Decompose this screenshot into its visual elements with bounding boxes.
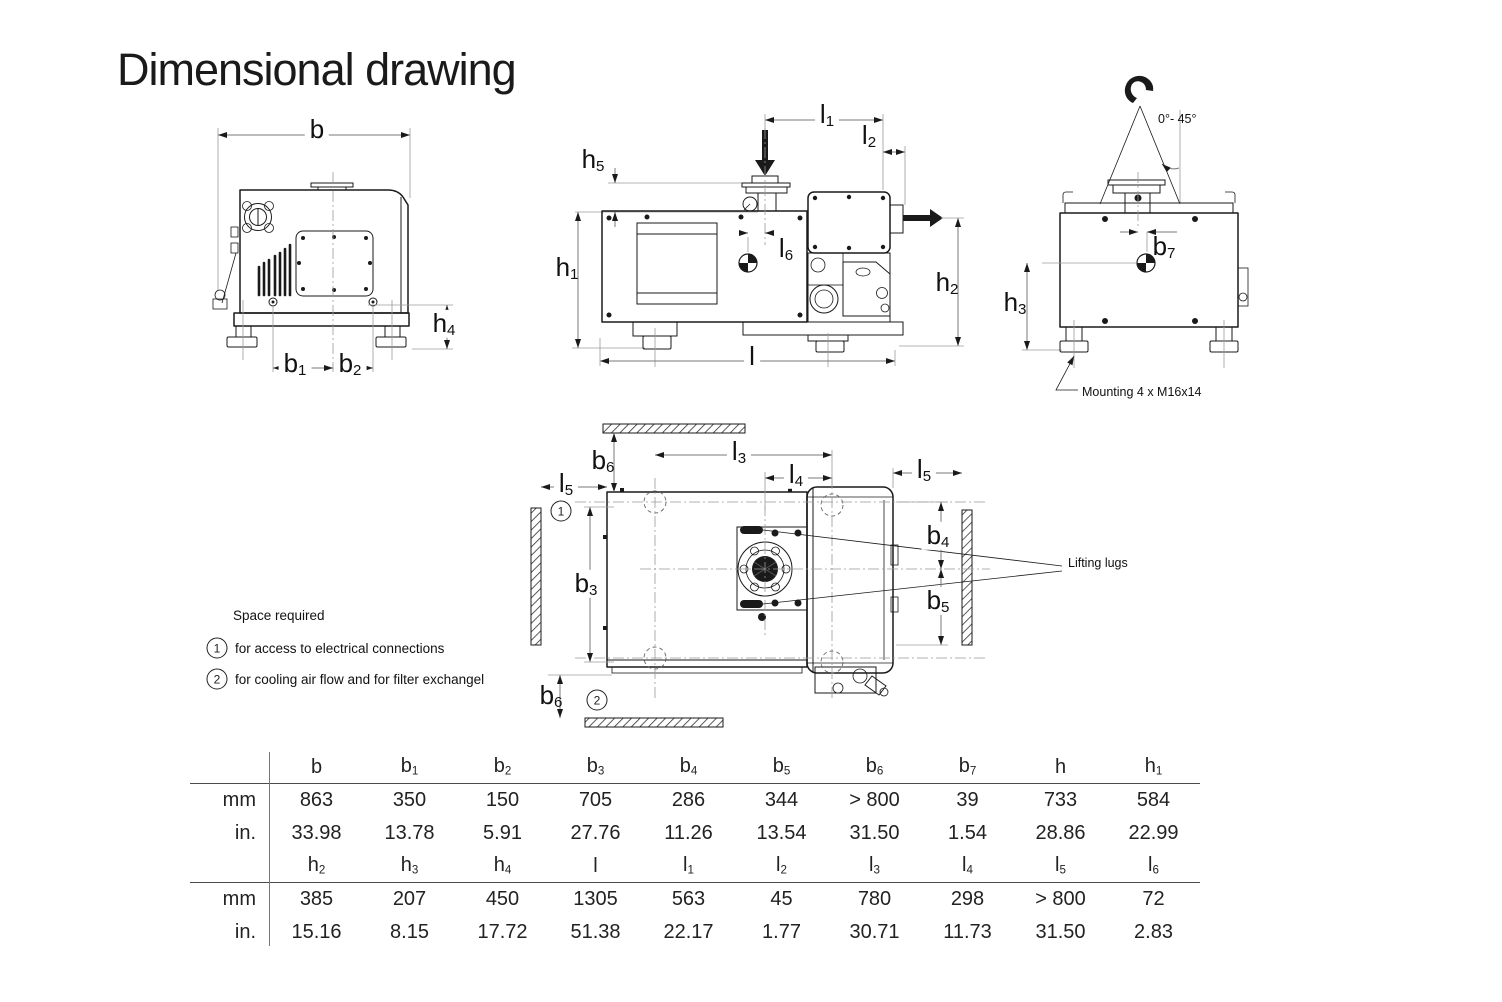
value-cell: 2.83 — [1134, 920, 1173, 943]
unit-label: mm — [222, 888, 256, 911]
value-cell: 286 — [671, 789, 706, 812]
mounting-label: Mounting 4 x M16x14 — [1082, 385, 1202, 399]
table-row — [190, 916, 1200, 949]
table-row — [190, 817, 1200, 850]
table-header-row — [190, 849, 1200, 883]
dim-label-b1: $b_1$ — [279, 350, 312, 378]
lifting-lug-leader — [763, 571, 1062, 604]
value-cell: 28.86 — [1035, 821, 1086, 844]
value-cell: 15.16 — [291, 920, 342, 943]
lifting-lug — [740, 600, 763, 608]
column-header: $l_6$ — [1148, 853, 1159, 877]
column-header: $b_1$ — [400, 754, 419, 778]
front-view-drawing — [572, 114, 964, 367]
space-required-heading: Space required — [233, 608, 325, 623]
dim-label-l5-left: $l_5$ — [554, 470, 578, 498]
dim-label-b: b — [305, 116, 329, 144]
note-callout-2: 2 — [207, 669, 228, 690]
hatched-wall-top — [603, 424, 745, 433]
value-cell: 31.50 — [849, 821, 900, 844]
value-cell: 344 — [764, 789, 799, 812]
value-cell: 450 — [485, 888, 520, 911]
column-header: $b_3$ — [586, 754, 605, 778]
dim-label-b7: $b_7$ — [1152, 230, 1176, 263]
dim-label-l4: $l_4$ — [784, 461, 808, 489]
value-cell: 705 — [578, 789, 613, 812]
value-cell: 1.77 — [762, 920, 801, 943]
value-cell: 72 — [1142, 888, 1165, 911]
value-cell: 39 — [956, 789, 979, 812]
value-cell: 13.54 — [756, 821, 807, 844]
dim-label-h3: $h_3$ — [1003, 286, 1027, 319]
dim-label-b6-top: $b_6$ — [591, 444, 615, 477]
unit-label: in. — [234, 920, 256, 943]
unit-label: in. — [234, 821, 256, 844]
dim-label-l1: $l_1$ — [815, 101, 839, 129]
column-header: $h_4$ — [493, 853, 512, 877]
dim-label-b4: $b_4$ — [922, 522, 955, 550]
body-screws — [607, 215, 803, 318]
column-header: $l_3$ — [869, 853, 880, 877]
column-header: $b_6$ — [865, 754, 884, 778]
dim-label-l2: $l_2$ — [861, 119, 877, 152]
top-view-callout-1: 1 — [551, 501, 572, 522]
value-cell: 8.15 — [390, 920, 429, 943]
hatched-wall-right — [962, 510, 972, 645]
lifting-lug — [740, 526, 763, 534]
column-header: l — [593, 854, 598, 877]
lifting-lug-leader — [763, 530, 1062, 566]
side-view-drawing — [213, 128, 453, 372]
value-cell: 563 — [671, 888, 706, 911]
value-cell: > 800 — [849, 789, 900, 812]
top-view-callout-2: 2 — [587, 690, 608, 711]
dim-label-b5: $b_5$ — [922, 587, 955, 615]
value-cell: 1.54 — [948, 821, 987, 844]
table-row — [190, 784, 1200, 817]
value-cell: 385 — [299, 888, 334, 911]
value-cell: 5.91 — [483, 821, 522, 844]
note-2-text: for cooling air flow and for filter exchangel — [235, 672, 485, 687]
value-cell: 298 — [950, 888, 985, 911]
exhaust-arrow-icon — [903, 209, 943, 227]
column-header: $l_4$ — [962, 853, 973, 877]
crane-hook-icon — [1125, 76, 1153, 103]
column-header: b — [310, 755, 323, 778]
unit-label: mm — [222, 789, 256, 812]
column-header: $h_1$ — [1144, 754, 1163, 778]
column-header: $b_7$ — [958, 754, 977, 778]
lifting-lugs-label: Lifting lugs — [1068, 556, 1128, 570]
value-cell: 863 — [299, 789, 334, 812]
value-cell: 350 — [392, 789, 427, 812]
end-view-drawing — [1022, 76, 1248, 390]
value-cell: 31.50 — [1035, 920, 1086, 943]
dim-label-l5-right: $l_5$ — [912, 456, 936, 484]
column-header: h — [1054, 755, 1067, 778]
value-cell: 150 — [485, 789, 520, 812]
value-cell: 51.38 — [570, 920, 621, 943]
column-header: $l_2$ — [776, 853, 787, 877]
value-cell: 27.76 — [570, 821, 621, 844]
dim-label-h5: $h_5$ — [581, 143, 605, 176]
center-of-gravity-icon — [739, 254, 757, 272]
value-cell: 1305 — [573, 888, 618, 911]
dim-label-h2: $h_2$ — [935, 266, 959, 299]
table-row — [190, 883, 1200, 916]
hatched-wall-left — [531, 508, 541, 645]
value-cell: 45 — [770, 888, 793, 911]
note-callout-1: 1 — [207, 638, 228, 659]
note-1-text: for access to electrical connections — [235, 641, 445, 656]
column-header: $b_2$ — [493, 754, 512, 778]
column-header: $l_1$ — [683, 853, 694, 877]
angle-label: 0°- 45° — [1158, 112, 1197, 126]
dim-label-b2: $b_2$ — [334, 350, 367, 378]
value-cell: 22.99 — [1128, 821, 1179, 844]
dim-label-l6: $l_6$ — [778, 232, 794, 265]
dim-label-l3: $l_3$ — [727, 438, 751, 466]
hatched-wall-bottom — [585, 718, 723, 727]
value-cell: 13.78 — [384, 821, 435, 844]
value-cell: 780 — [857, 888, 892, 911]
value-cell: 11.26 — [664, 821, 713, 844]
table-header-row — [190, 750, 1200, 784]
panel-screws — [297, 235, 372, 292]
value-cell: 17.72 — [477, 920, 528, 943]
mounting-leader-line — [1056, 356, 1078, 390]
dim-label-b6-bottom: $b_6$ — [539, 679, 563, 712]
value-cell: 733 — [1043, 789, 1078, 812]
dim-label-h1: $h_1$ — [555, 251, 579, 284]
value-cell: > 800 — [1035, 888, 1086, 911]
column-header: $h_3$ — [400, 853, 419, 877]
column-header: $l_5$ — [1055, 853, 1066, 877]
dim-label-h4: $h_4$ — [428, 310, 461, 338]
column-header: $b_4$ — [679, 754, 698, 778]
value-cell: 584 — [1136, 789, 1171, 812]
column-header: $h_2$ — [307, 853, 326, 877]
gearbox-screws — [813, 195, 885, 250]
dim-label-l: l — [744, 343, 760, 371]
value-cell: 11.73 — [943, 920, 992, 943]
value-cell: 207 — [392, 888, 427, 911]
value-cell: 33.98 — [291, 821, 342, 844]
vent-slats-icon — [259, 245, 290, 295]
dimension-table — [190, 750, 1200, 948]
page-title: Dimensional drawing — [117, 44, 516, 95]
value-cell: 30.71 — [849, 920, 900, 943]
table-divider — [269, 752, 270, 946]
column-header: $b_5$ — [772, 754, 791, 778]
dim-label-b3: $b_3$ — [570, 570, 603, 598]
value-cell: 22.17 — [663, 920, 714, 943]
